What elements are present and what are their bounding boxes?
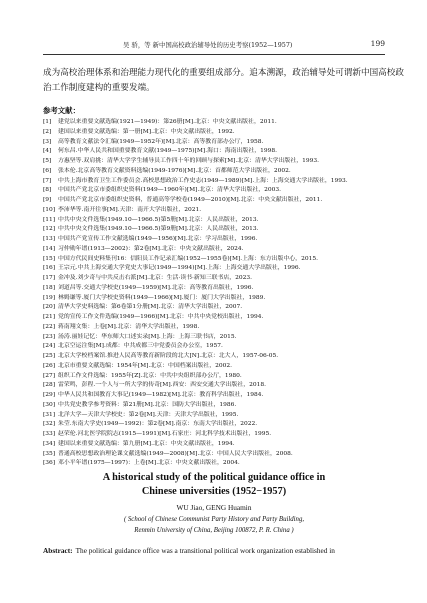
reference-number: [22] — [43, 323, 56, 330]
reference-item — [43, 157, 385, 167]
reference-item — [43, 362, 385, 372]
reference-number: [3] — [43, 138, 52, 145]
header-rule — [43, 54, 385, 55]
reference-number: [9] — [43, 197, 52, 203]
reference-number: [20] — [43, 304, 56, 311]
reference-item — [43, 411, 385, 421]
english-affiliation — [43, 515, 385, 536]
reference-number: [17] — [43, 275, 56, 281]
reference-number: [30] — [43, 401, 56, 408]
reference-text: 何东昌.中华人民共和国重要教育文献(1949—1975)[M].海口：海南出版社，1998. — [58, 148, 277, 155]
reference-number: [35] — [43, 450, 56, 457]
reference-item — [43, 128, 385, 138]
reference-item — [43, 196, 385, 206]
reference-item — [43, 372, 385, 382]
reference-text: 建国以来重要文献选编：第一册[M].北京：中央文献出版社，1992. — [58, 128, 235, 135]
running-head: 吴 骄，等 新中国高校政治辅导处的历史考察(1952—1957) — [123, 41, 293, 49]
page-number: 199 — [370, 39, 385, 48]
reference-number: [14] — [43, 245, 56, 252]
reference-item — [43, 264, 385, 274]
reference-item — [43, 420, 385, 430]
reference-text: 北京大学校档案馆.推进人民高等教育新阶段的北大[N].北京：北大人，1957-06-05. — [58, 353, 279, 359]
reference-text: 汤涛.丽娃记忆：华东师大口述实录[M].上海：上海三联书店，2015. — [58, 333, 237, 340]
reference-item — [43, 440, 385, 450]
reference-number: [25] — [43, 353, 56, 359]
reference-text: 北洋大学—天津大学校史：第2卷[M].天津：天津大学出版社，1995. — [58, 411, 239, 418]
affiliation-line: ( School of Chinese Communist Party History and Party Building, — [123, 516, 305, 523]
reference-item — [43, 235, 385, 245]
reference-text: 李沛华等.南开往事[M].天津：南开大学出版社，2021. — [58, 206, 202, 213]
reference-number: [33] — [43, 431, 56, 437]
reference-item — [43, 245, 385, 255]
reference-item — [43, 459, 385, 469]
reference-text: 清华大学史料选编：第6卷第1分册[M].北京：清华大学出版社，2007. — [58, 304, 243, 311]
reference-number: [32] — [43, 421, 56, 428]
reference-item — [43, 294, 385, 304]
reference-number: [5] — [43, 158, 52, 164]
reference-number: [11] — [43, 216, 56, 223]
body-line: 成为高校治理体系和治理能力现代化的重要组成部分。追本溯源，政治辅导处可谓新中国高校政 — [43, 68, 404, 78]
reference-item — [43, 450, 385, 460]
reference-number: [16] — [43, 265, 56, 272]
reference-text: 中国方代民间史料集刊16：信阳员工作记录汇编(1952—1955卷)[M].上海：东方出版中心，2015. — [58, 255, 318, 262]
reference-item — [43, 333, 385, 343]
reference-number: [15] — [43, 255, 56, 262]
reference-text: 普通高校思想政治理论课文献选编(1949—2008)[M].北京：中国人民大学出版社，2008. — [58, 450, 293, 457]
reference-text: 中国共产党宣传工作文献选编(1949—1956)[M].北京：学习出版社，1996. — [58, 236, 258, 242]
reference-item — [43, 391, 385, 401]
abstract — [43, 545, 385, 557]
reference-text: 组织工作文件选编：1955年[Z].北京：中共中央组织部办公厅，1980. — [58, 372, 242, 379]
reference-item — [43, 284, 385, 294]
reference-text: 王宗元.中共上海交通大学党史大事记(1949—1994)[M].上海：上海交通大学出版社，1996. — [58, 265, 301, 272]
reference-item — [43, 138, 385, 148]
reference-number: [7] — [43, 177, 52, 184]
reference-number: [34] — [43, 440, 56, 447]
reference-number: [24] — [43, 343, 56, 350]
reference-number: [1] — [43, 119, 52, 125]
body-paragraph — [43, 66, 404, 96]
english-title — [43, 471, 385, 499]
reference-item — [43, 177, 385, 187]
reference-number: [28] — [43, 382, 56, 389]
reference-text: 方惠坚等.双肩挑：清华大学学生辅导员工作四十年的回顾与探索[M].北京：清华大学出版社，1993. — [58, 158, 319, 164]
reference-number: [4] — [43, 148, 52, 155]
reference-item — [43, 323, 385, 333]
reference-number: [6] — [43, 167, 52, 174]
english-title-line: A historical study of the political guidance office in — [102, 472, 326, 483]
reference-number: [27] — [43, 372, 56, 379]
reference-item — [43, 274, 385, 284]
reference-text: 中国共产党北京市委组织史资料，普通高等学校卷(1949—2010)[M].北京：中央文献出版社，2011. — [58, 197, 323, 203]
reference-text: 中共中央文件选集(1949.10—1966.5)第9册[M].北京：人民出版社，2013. — [58, 226, 259, 233]
reference-item — [43, 216, 385, 226]
reference-item — [43, 313, 385, 323]
reference-text: 中共党史教学参考资料：第21册[M].北京：国防大学出版社，1986. — [58, 401, 237, 408]
reference-text: 刘道昌等.交通大学校史(1949—1959)[M].北京：高等教育出版社，1996. — [58, 284, 254, 291]
english-title-line: Chinese universities (1952−1957) — [141, 486, 287, 497]
reference-number: [23] — [43, 333, 56, 340]
reference-text: 习仲勋年谱(1913—2002)：第2卷[M].北京：中央文献出版社，2024. — [58, 245, 244, 252]
reference-number: [10] — [43, 206, 56, 213]
reference-number: [26] — [43, 362, 56, 369]
reference-text: 北京市重要文献选编：1954年[M].北京：中国档案出版社，2002. — [58, 362, 232, 369]
reference-item — [43, 401, 385, 411]
reference-number: [19] — [43, 294, 56, 301]
reference-item — [43, 206, 385, 216]
reference-number: [29] — [43, 392, 56, 398]
reference-text: 赵荣伦.河北医学院院志(1915—1991)[M].石家庄：河北科学技术出版社，1995. — [58, 431, 272, 437]
body-line: 治工作制度建构的重要发端。 — [43, 83, 155, 93]
reference-text: 北京空运注集[M].成都：中共成都三中党委员会办公室，1957. — [58, 343, 223, 350]
reference-number: [8] — [43, 187, 52, 194]
reference-number: [13] — [43, 236, 56, 242]
reference-text: 朱莹.东南大学史(1949—1992)：第2卷[M].南京：东南大学出版社，2022. — [58, 421, 258, 428]
reference-text: 高等教育文献法令汇编(1949—1952年)[M].北京：高等教育部办公厅，1958. — [58, 138, 264, 145]
reference-text: 中共中央文件选集(1949.10—1966.5)第5册[M].北京：人民出版社，2013. — [58, 216, 259, 223]
reference-text: 中共上海市教育卫生工作委员会.高校思想政治工作史志(1949—1989)[M].上海：上海交通大学出版社，1993. — [58, 177, 348, 184]
reference-item — [43, 381, 385, 391]
reference-number: [31] — [43, 411, 56, 418]
reference-item — [43, 255, 385, 265]
reference-text: 邓小平年谱(1975—1997)：上卷[M].北京：中央文献出版社，2004. — [58, 460, 240, 467]
reference-item — [43, 352, 385, 362]
reference-item — [43, 167, 385, 177]
references-list — [43, 118, 385, 469]
reference-item — [43, 147, 385, 157]
reference-item — [43, 430, 385, 440]
reference-number: [12] — [43, 226, 56, 233]
reference-text: 林姆谦等.厦门大学校史资料(1949—1966)[M].厦门：厦门大学出版社，1989. — [58, 294, 266, 301]
reference-item — [43, 118, 385, 128]
reference-text: 金冲及.刘少奇与中共反击右派[M].北京：生活·读书·新知三联书店，2023. — [58, 275, 253, 281]
reference-item — [43, 342, 385, 352]
reference-text: 中国共产党北京市委组织史资料(1949—1960年)[M].北京：清华大学出版社，2003. — [58, 187, 281, 194]
reference-text: 建国以来重要文献选编：第九册[M].北京：中央文献出版社，1994. — [58, 440, 235, 447]
reference-item — [43, 186, 385, 196]
reference-text: 中华人民共和国教育大事记(1949—1982)[M].北京：教育科学出版社，1984. — [58, 392, 264, 398]
references-title: 参考文献： — [43, 106, 80, 115]
reference-item — [43, 303, 385, 313]
abstract-text: The political guidance office was a transitional political work organization established in — [75, 546, 335, 555]
abstract-label: Abstract: — [43, 546, 73, 555]
reference-text: 党的宣传工作文件选编(1949—1966)[M].北京：中共中央党校出版社，1994. — [58, 314, 264, 320]
reference-number: [2] — [43, 128, 52, 135]
affiliation-line: Renmin University of China, Beijing 100872, P. R. China ) — [134, 526, 294, 534]
reference-number: [18] — [43, 284, 56, 291]
reference-text: 建党以来重要文献选编(1921—1949)：第26册[M].北京：中央文献出版社，2011. — [58, 119, 277, 125]
reference-text: 蒋南翔文集：上卷[M].北京：清华大学出版社，1998. — [58, 323, 200, 330]
reference-text: 雷荣鸣，彭程.一个人与一所大学的传奇[M].西安：西安交通大学出版社，2018. — [58, 382, 266, 389]
reference-text: 张本伦.北京高等教育文献资料选编(1949-1976)[M].北京：首都师范大学出版社，2002. — [58, 167, 291, 174]
reference-item — [43, 225, 385, 235]
english-authors: WU Jiao, GENG Huamin — [176, 503, 252, 512]
reference-number: [21] — [43, 314, 56, 320]
reference-number: [36] — [43, 460, 56, 467]
